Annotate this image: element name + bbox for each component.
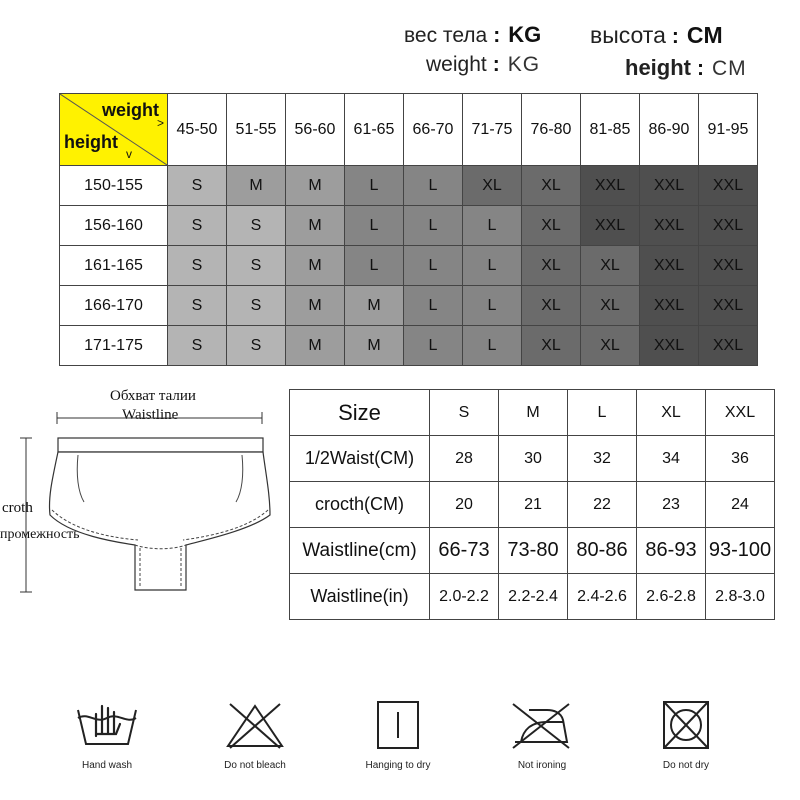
size-cell: L <box>345 206 404 246</box>
height-label-ru: высота <box>590 22 666 48</box>
weight-label-en: weight <box>426 53 487 76</box>
care-label: Hand wash <box>81 760 133 771</box>
size-cell: XXL <box>699 326 758 366</box>
measurement-value: 20 <box>430 482 499 528</box>
size-cell: M <box>345 326 404 366</box>
size-cell: XL <box>581 246 640 286</box>
height-range-label: 150-155 <box>60 166 168 206</box>
size-cell: XXL <box>699 286 758 326</box>
colon: : <box>697 57 704 80</box>
size-cell: S <box>168 286 227 326</box>
measurement-table <box>289 389 775 620</box>
colon: : <box>493 24 501 47</box>
hang-dry-icon <box>363 700 433 750</box>
size-cell: XL <box>581 326 640 366</box>
measurement-body <box>290 390 775 620</box>
no-iron-icon <box>507 700 577 750</box>
height-range-label: 166-170 <box>60 286 168 326</box>
weight-range-header: 76-80 <box>522 94 581 166</box>
height-unit-value: CM <box>686 22 723 48</box>
hand-wash-icon <box>72 700 142 750</box>
measurement-value: 23 <box>637 482 706 528</box>
size-column-header: M <box>499 390 568 436</box>
size-cell: L <box>404 166 463 206</box>
size-cell: XL <box>522 286 581 326</box>
croth-label-ru: промежность <box>0 527 80 542</box>
measurement-value: 80-86 <box>568 528 637 574</box>
size-column-header: XL <box>637 390 706 436</box>
measurement-label: Waistline(in) <box>290 574 430 620</box>
weight-range-header: 45-50 <box>168 94 227 166</box>
weight-unit-value: KG <box>508 22 542 47</box>
croth-label-en: croth <box>2 500 33 516</box>
size-cell: L <box>463 326 522 366</box>
size-cell: XXL <box>640 326 699 366</box>
briefs-outline-icon <box>0 380 285 620</box>
size-cell: XXL <box>640 166 699 206</box>
weight-range-header: 66-70 <box>404 94 463 166</box>
measurement-value: 2.4-2.6 <box>568 574 637 620</box>
size-cell: XL <box>581 286 640 326</box>
weight-range-header: 86-90 <box>640 94 699 166</box>
size-cell: L <box>463 286 522 326</box>
measurement-value: 21 <box>499 482 568 528</box>
size-cell: M <box>286 166 345 206</box>
corner-cell <box>60 94 168 166</box>
no-bleach-icon <box>220 700 290 750</box>
size-cell: XXL <box>699 166 758 206</box>
size-cell: S <box>227 246 286 286</box>
corner-height-label: height <box>64 132 118 152</box>
size-column-header: S <box>430 390 499 436</box>
size-header-label: Size <box>290 390 430 436</box>
height-unit-en <box>625 55 747 81</box>
weight-unit-en <box>426 53 540 77</box>
care-item-no-dry <box>631 700 741 771</box>
measurement-label: crocth(CM) <box>290 482 430 528</box>
care-label: Do not bleach <box>224 760 286 771</box>
size-cell: XL <box>522 326 581 366</box>
weight-range-header: 71-75 <box>463 94 522 166</box>
size-cell: S <box>227 206 286 246</box>
size-cell: S <box>168 166 227 206</box>
size-column-header: XXL <box>706 390 775 436</box>
measurement-row <box>290 574 775 620</box>
size-cell: L <box>463 246 522 286</box>
size-cell: L <box>404 246 463 286</box>
corner-weight-label: weight <box>102 100 159 120</box>
measurement-value: 2.0-2.2 <box>430 574 499 620</box>
colon: : <box>671 25 679 48</box>
size-chart-row <box>60 166 758 206</box>
size-cell: L <box>345 246 404 286</box>
size-chart-row <box>60 206 758 246</box>
measurement-value: 2.2-2.4 <box>499 574 568 620</box>
height-range-label: 171-175 <box>60 326 168 366</box>
height-label-en: height <box>625 55 691 80</box>
arrow-down-icon: v <box>126 147 132 161</box>
care-label: Not ironing <box>517 760 567 771</box>
size-chart-row <box>60 326 758 366</box>
weight-label-ru: вес тела <box>404 24 488 47</box>
size-cell: M <box>286 206 345 246</box>
care-item-hang-dry <box>343 700 453 771</box>
height-range-label: 161-165 <box>60 246 168 286</box>
height-unit-ru <box>590 22 723 49</box>
weight-range-header: 61-65 <box>345 94 404 166</box>
size-cell: S <box>168 246 227 286</box>
size-column-header: L <box>568 390 637 436</box>
measurement-value: 34 <box>637 436 706 482</box>
care-label: Do not dry <box>662 760 710 771</box>
size-cell: XL <box>522 246 581 286</box>
size-cell: S <box>168 326 227 366</box>
height-range-label: 156-160 <box>60 206 168 246</box>
measurement-value: 93-100 <box>706 528 775 574</box>
height-unit-en-value: CM <box>712 57 747 80</box>
measurement-row <box>290 436 775 482</box>
size-cell: XXL <box>640 206 699 246</box>
measurement-label: Waistline(cm) <box>290 528 430 574</box>
size-cell: L <box>404 326 463 366</box>
size-cell: L <box>404 206 463 246</box>
size-cell: M <box>286 246 345 286</box>
waist-label-en: Waistline <box>122 407 179 423</box>
size-cell: XL <box>522 206 581 246</box>
size-cell: XXL <box>581 206 640 246</box>
measurement-value: 2.6-2.8 <box>637 574 706 620</box>
weight-range-header: 56-60 <box>286 94 345 166</box>
size-cell: XL <box>522 166 581 206</box>
size-cell: S <box>168 206 227 246</box>
size-cell: L <box>463 206 522 246</box>
size-cell: M <box>286 286 345 326</box>
size-chart-body <box>60 166 758 366</box>
measurement-value: 86-93 <box>637 528 706 574</box>
measurement-value: 66-73 <box>430 528 499 574</box>
weight-unit-ru <box>404 22 541 48</box>
weight-unit-en-value: KG <box>507 53 541 76</box>
measurement-row <box>290 528 775 574</box>
care-item-no-iron <box>487 700 597 771</box>
care-item-hand-wash <box>52 700 162 771</box>
measurement-header-row <box>290 390 775 436</box>
measurement-value: 73-80 <box>499 528 568 574</box>
measurement-value: 28 <box>430 436 499 482</box>
measurement-value: 2.8-3.0 <box>706 574 775 620</box>
size-cell: M <box>227 166 286 206</box>
weight-range-header: 51-55 <box>227 94 286 166</box>
waist-label-ru: Обхват талии <box>110 388 196 404</box>
measurement-value: 22 <box>568 482 637 528</box>
size-cell: S <box>227 286 286 326</box>
measurement-value: 30 <box>499 436 568 482</box>
size-cell: XXL <box>640 246 699 286</box>
size-cell: XXL <box>699 206 758 246</box>
size-chart-row <box>60 246 758 286</box>
size-cell: XXL <box>581 166 640 206</box>
measurement-value: 24 <box>706 482 775 528</box>
weight-range-header: 91-95 <box>699 94 758 166</box>
arrow-right-icon: > <box>156 116 164 130</box>
no-dry-icon <box>651 700 721 750</box>
measurement-value: 36 <box>706 436 775 482</box>
care-label: Hanging to dry <box>365 760 431 771</box>
size-cell: S <box>227 326 286 366</box>
colon: : <box>492 53 500 76</box>
weight-range-header: 81-85 <box>581 94 640 166</box>
care-item-no-bleach <box>200 700 310 771</box>
size-cell: XXL <box>640 286 699 326</box>
size-cell: L <box>345 166 404 206</box>
size-cell: M <box>345 286 404 326</box>
measurement-row <box>290 482 775 528</box>
measurement-value: 32 <box>568 436 637 482</box>
size-cell: XL <box>463 166 522 206</box>
garment-diagram <box>0 380 285 620</box>
size-cell: L <box>404 286 463 326</box>
size-chart-table <box>59 93 758 366</box>
measurement-label: 1/2Waist(CM) <box>290 436 430 482</box>
size-cell: XXL <box>699 246 758 286</box>
size-chart-row <box>60 286 758 326</box>
size-chart-header-row <box>60 94 758 166</box>
size-cell: M <box>286 326 345 366</box>
